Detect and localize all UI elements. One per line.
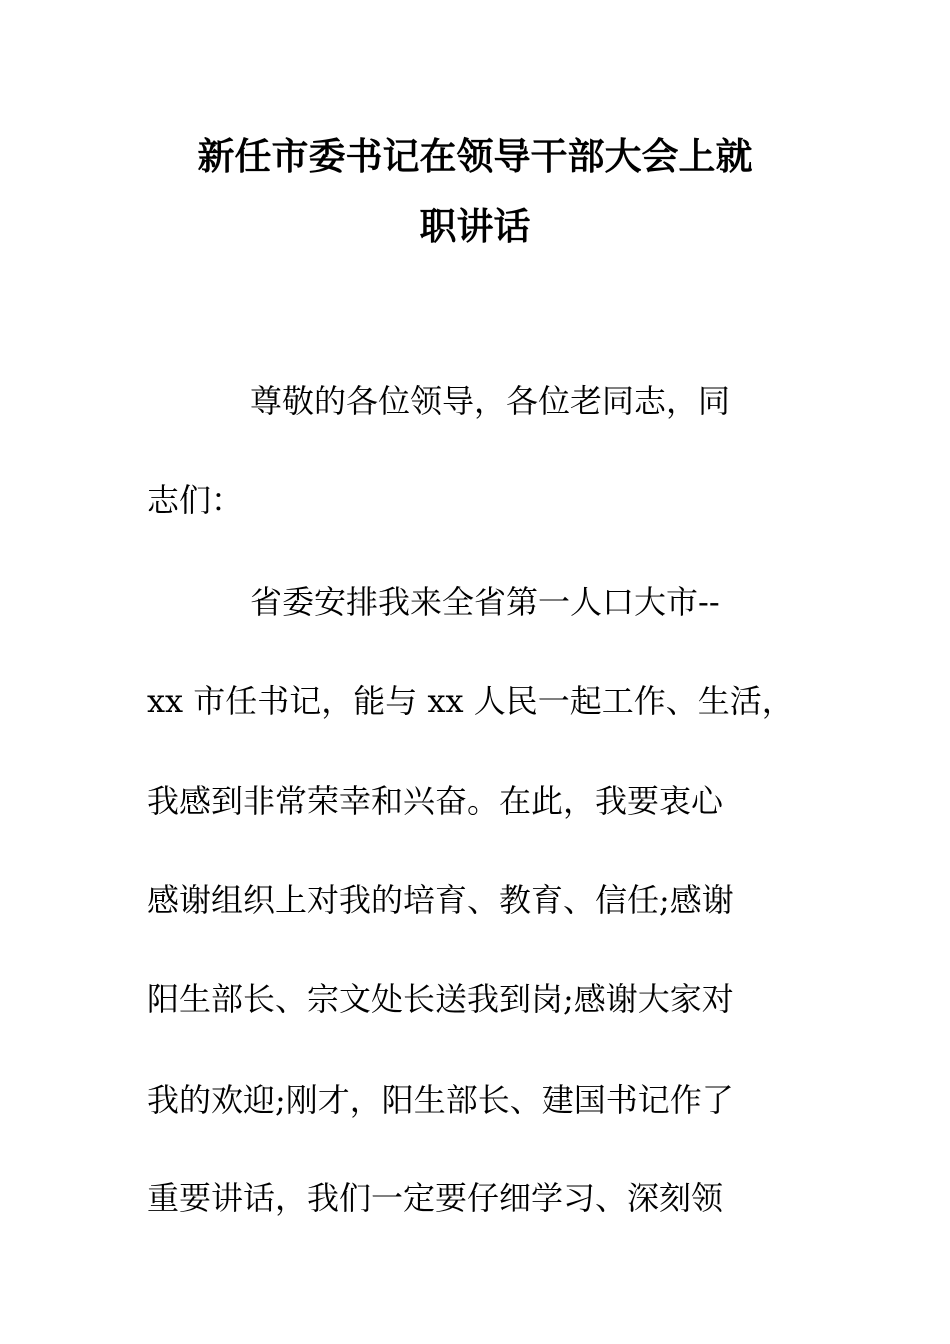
body-line-4: xx 市任书记，能与 xx 人民一起工作、生活， bbox=[147, 682, 794, 720]
body-line-9: 重要讲话，我们一定要仔细学习、深刻领 bbox=[147, 1179, 724, 1217]
body-line-2: 志们： bbox=[147, 481, 244, 519]
body-line-5: 我感到非常荣幸和兴奋。在此，我要衷心 bbox=[147, 782, 724, 820]
body-line-7: 阳生部长、宗文处长送我到岗;感谢大家对 bbox=[147, 980, 734, 1018]
body-line-3: 省委安排我来全省第一人口大市-- bbox=[250, 583, 720, 621]
document-title-line-2: 职讲话 bbox=[419, 204, 531, 248]
body-line-8: 我的欢迎;刚才，阳生部长、建国书记作了 bbox=[147, 1081, 734, 1119]
body-line-6: 感谢组织上对我的培育、教育、信任;感谢 bbox=[147, 881, 734, 919]
document-title-line-1: 新任市委书记在领导干部大会上就 bbox=[197, 134, 753, 178]
body-line-1: 尊敬的各位领导，各位老同志，同 bbox=[250, 382, 731, 420]
